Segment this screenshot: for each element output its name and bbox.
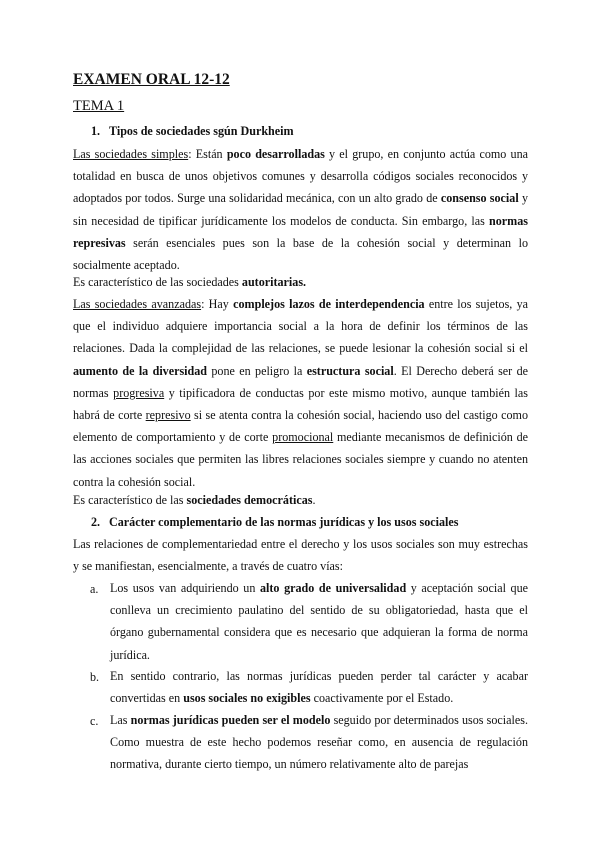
paragraph-advanced-societies: Las sociedades avanzadas: Hay complejos lazos de interdependencia entre los sujetos, ya que el individuo adquiere importancia social a la hora de definir los términos de las relaciones. Dada la complejidad de las relaciones, se puede lesionar la cohesión social si el aumento de la diversidad pone en peligro la estructura social. El Derecho deberá ser de normas progresiva y tipificadora de conductas por este mismo motivo, aunque también las habrá de corte represivo si se atenta contra la cohesión social, haciendo uso del castigo como elemento de comportamiento y de corte promocional mediante mecanismos de definición de las acciones sociales que permiten las libres relaciones sociales siempre y cuando no atenten contra la cohesión social.: [73, 297, 529, 489]
section-2-heading: [91, 515, 458, 530]
section-2-number: 2.: [91, 515, 101, 529]
paragraph-complementarity-intro: Las relaciones de complementariedad entre el derecho y los usos sociales son muy estrechas y se manifiestan, esencialmente, a través de cuatro vías:: [73, 537, 528, 574]
section-1-number: 1.: [91, 124, 101, 138]
characteristic-democratic: Es característico de las sociedades democráticas.: [73, 493, 316, 507]
section-1-heading: [91, 124, 294, 139]
section-1-title: Tipos de sociedades sgún Durkheim: [109, 124, 294, 138]
term-simple-societies: Las sociedades simples: [73, 147, 189, 161]
document-title: EXAMEN ORAL 12-12: [73, 71, 230, 88]
list-item-b: En sentido contrario, las normas jurídicas pueden perder tal carácter y acabar convertidas en usos sociales no exigibles coactivamente por el Estado.: [110, 669, 528, 706]
section-2-title: Carácter complementario de las normas jurídicas y los usos sociales: [109, 515, 459, 529]
list-marker-a: a.: [90, 582, 99, 596]
list-marker-b: b.: [90, 670, 100, 684]
list-marker-c: c.: [90, 714, 99, 728]
topic-heading: TEMA 1: [73, 98, 125, 114]
characteristic-authoritarian: Es característico de las sociedades autoritarias.: [73, 275, 307, 289]
paragraph-simple-societies: Las sociedades simples: Están poco desarrolladas y el grupo, en conjunto actúa como una totalidad en busca de unos objetivos comunes y desarrolla códigos sociales reconocidos y adoptados por todos. Surge una solidaridad mecánica, con un alto grado de consenso social y sin necesidad de tipificar jurídicamente los modelos de conducta. Sin embargo, las normas represivas serán esenciales pues son la base de la cohesión social y determinan lo socialmente aceptado.: [73, 147, 528, 273]
list-item-c: Las normas jurídicas pueden ser el modelo seguido por determinados usos sociales. Como muestra de este hecho podemos reseñar como, en ausencia de regulación normativa, durante cierto tiempo, un número relativamente alto de parejas: [110, 713, 528, 772]
list-item-a: Los usos van adquiriendo un alto grado de universalidad y aceptación social que conlleva un crecimiento paulatino del sentido de su obligatoriedad, hasta que el órgano gubernamental considera que es necesario que adquieran la forma de norma jurídica.: [110, 581, 528, 662]
term-advanced-societies: Las sociedades avanzadas: [73, 297, 202, 311]
